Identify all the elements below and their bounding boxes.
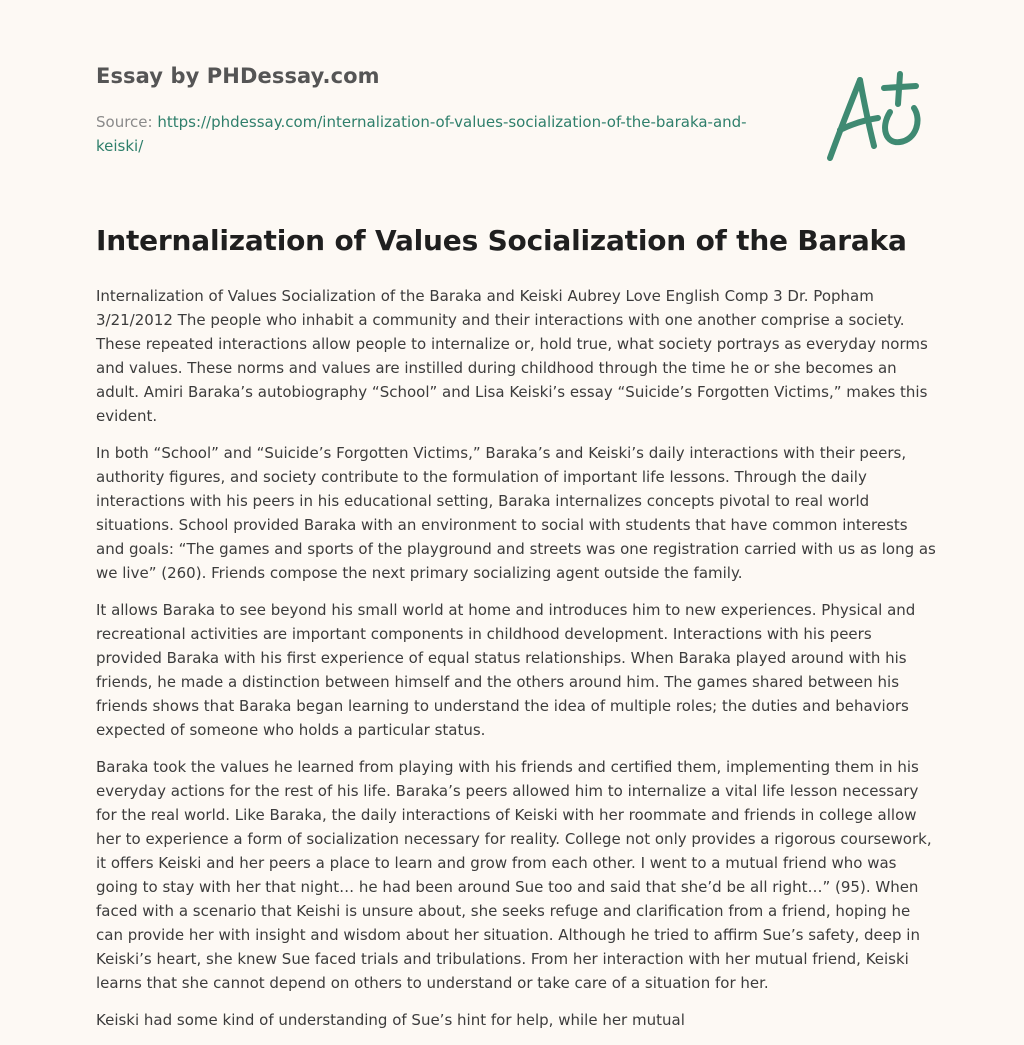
a-plus-logo-icon [820,68,930,164]
paragraph: Internalization of Values Socialization of the Baraka and Keiski Aubrey Love English Comp 3 Dr. Popham 3/21/2012 The people who inhabit a community and their interactions with one another comprise a society. These repeated interactions allow people to internalize or, hold true, what society portrays as everyday norms and values. These norms and values are instilled during childhood through the time he or she becomes an adult. Amiri Baraka’s autobiography “School” and Lisa Keiski’s essay “Suicide’s Forgotten Victims,” makes this evident. [96,287,928,425]
paragraph: In both “School” and “Suicide’s Forgotten Victims,” Baraka’s and Keiski’s daily interactions with their peers, authority figures, and society contribute to the formulation of important life lessons. Through the daily interactions with his peers in his educational setting, Baraka internalizes concepts pivotal to real world situations. School provided Baraka with an environment to social with students that have common interests and goals: “The games and sports of the playground and streets was one registration carried with us as long as we live” (260). Friends compose the next primary socializing agent outside the family. [96,444,936,582]
paragraph: Baraka took the values he learned from playing with his friends and certified them, implementing them in his everyday actions for the rest of his life. Baraka’s peers allowed him to internalize a vital life lesson necessary for the real world. Like Baraka, the daily interactions of Keiski with her roommate and friends in college allow her to experience a form of socialization necessary for reality. College not only provides a rigorous coursework, it offers Keiski and her peers a place to learn and grow from each other. I went to a mutual friend who was going to stay with her that night… he had been around Sue too and said that she’d be all right…” (95). When faced with a scenario that Keishi is unsure about, she seeks refuge and clarification from a friend, hoping he can provide her with insight and wisdom about her situation. Although he tried to affirm Sue’s safety, deep in Keiski’s heart, she knew Sue faced trials and tribulations. From her interaction with her mutual friend, Keiski learns that she cannot depend on others to understand or take care of a situation for her. [96,758,932,992]
essay-title: Internalization of Values Socialization of the Baraka [96,224,907,257]
source-line [96,110,776,158]
paragraph: It allows Baraka to see beyond his small world at home and introduces him to new experiences. Physical and recreational activities are important components in childhood development. Interactions with his peers provided Baraka with his first experience of equal status relationships. When Baraka played around with his friends, he made a distinction between himself and the others around him. The games shared between his friends shows that Baraka began learning to understand the idea of multiple roles; the duties and behaviors expected of someone who holds a particular status. [96,601,916,739]
site-brand: Essay by PHDessay.com [96,64,380,88]
source-link[interactable]: https://phdessay.com/internalization-of-values-socialization-of-the-baraka-and-keiski/ [96,113,747,155]
essay-body [96,284,936,1045]
source-label: Source: [96,113,158,131]
paragraph: Keiski had some kind of understanding of Sue’s hint for help, while her mutual [96,1011,685,1029]
